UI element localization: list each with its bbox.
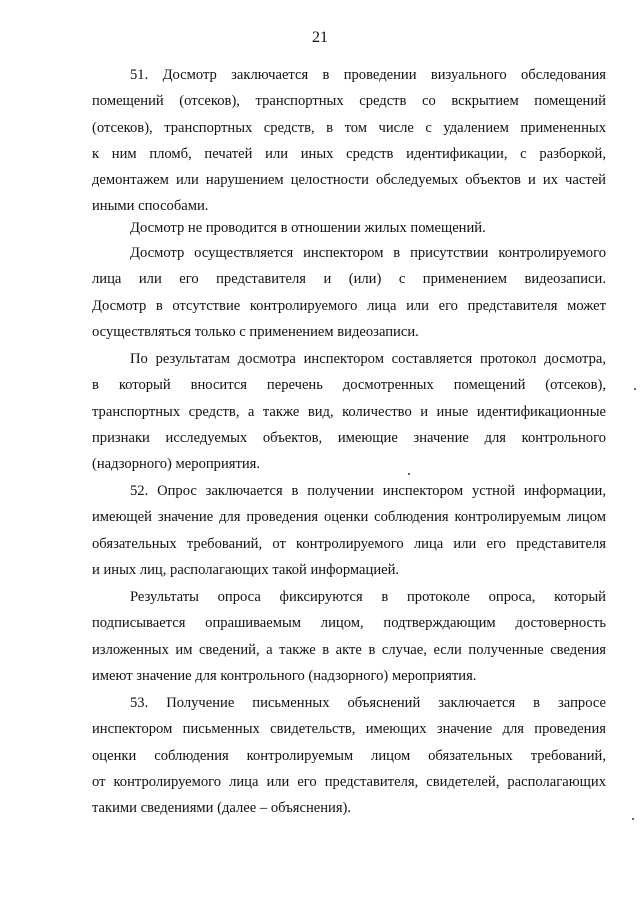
text-line: Досмотр не проводится в отношении жилых помещений. bbox=[130, 220, 486, 236]
text-line: иными способами. bbox=[92, 198, 209, 215]
text-line: помещений (отсеков), транспортных средств со вскрытием помещений bbox=[92, 93, 606, 110]
text-line: (надзорного) мероприятия. bbox=[92, 456, 261, 473]
text-line: (отсеков), транспортных средств, в том числе с удалением примененных bbox=[92, 119, 606, 136]
text-line: лица или его представителя и (или) с применением видеозаписи. bbox=[92, 271, 606, 288]
paragraph-53 bbox=[92, 690, 606, 821]
paragraph-no-residential bbox=[92, 215, 486, 241]
text-line: имеющей значение для проведения оценки соблюдения контролируемым лицом bbox=[92, 509, 606, 526]
paragraph-inspector-presence bbox=[92, 240, 606, 345]
paragraph-survey-results bbox=[92, 584, 606, 689]
paragraph-51 bbox=[92, 62, 606, 220]
text-line: изложенных им сведений, а также в акте в случае, если полученные сведения bbox=[92, 641, 606, 658]
text-line: осуществляться только с применением видеозаписи. bbox=[92, 323, 419, 340]
text-line: к ним пломб, печатей или иных средств идентификации, с разборкой, bbox=[92, 145, 606, 162]
text-line: оценки соблюдения контролируемым лицом обязательных требований, bbox=[92, 747, 606, 764]
text-line: такими сведениями (далее – объяснения). bbox=[92, 800, 352, 817]
text-line: Досмотр осуществляется инспектором в присутствии контролируемого bbox=[130, 245, 606, 261]
text-line: 51. Досмотр заключается в проведении визуального обследования bbox=[130, 67, 606, 83]
scan-speck bbox=[632, 818, 634, 820]
text-line: подписывается опрашиваемым лицом, подтверждающим достоверность bbox=[92, 615, 606, 632]
text-line: инспектором письменных свидетельств, имеющих значение для проведения bbox=[92, 721, 606, 738]
text-line: 53. Получение письменных объяснений заключается в запросе bbox=[130, 695, 606, 711]
text-line: По результатам досмотра инспектором составляется протокол досмотра, bbox=[130, 351, 606, 367]
text-line: 52. Опрос заключается в получении инспектором устной информации, bbox=[130, 483, 606, 499]
text-line: признаки исследуемых объектов, имеющие значение для контрольного bbox=[92, 429, 606, 446]
text-line: от контролируемого лица или его представителя, свидетелей, располагающих bbox=[92, 773, 606, 790]
text-line: демонтажем или нарушением целостности обследуемых объектов и их частей bbox=[92, 172, 606, 189]
paragraph-protocol bbox=[92, 346, 606, 477]
paragraph-52 bbox=[92, 478, 606, 583]
scan-speck bbox=[634, 388, 636, 390]
page-number: 21 bbox=[312, 29, 328, 46]
text-line: транспортных средств, а также вид, количество и иные идентификационные bbox=[92, 403, 606, 420]
text-line: обязательных требований, от контролируемого лица или его представителя bbox=[92, 535, 606, 552]
scan-speck bbox=[408, 473, 410, 475]
text-line: Досмотр в отсутствие контролируемого лица или его представителя может bbox=[92, 297, 606, 314]
text-line: и иных лиц, располагающих такой информацией. bbox=[92, 561, 400, 578]
text-line: Результаты опроса фиксируются в протоколе опроса, который bbox=[130, 589, 606, 605]
text-line: в который вносится перечень досмотренных помещений (отсеков), bbox=[92, 377, 606, 394]
text-line: имеют значение для контрольного (надзорного) мероприятия. bbox=[92, 667, 477, 684]
